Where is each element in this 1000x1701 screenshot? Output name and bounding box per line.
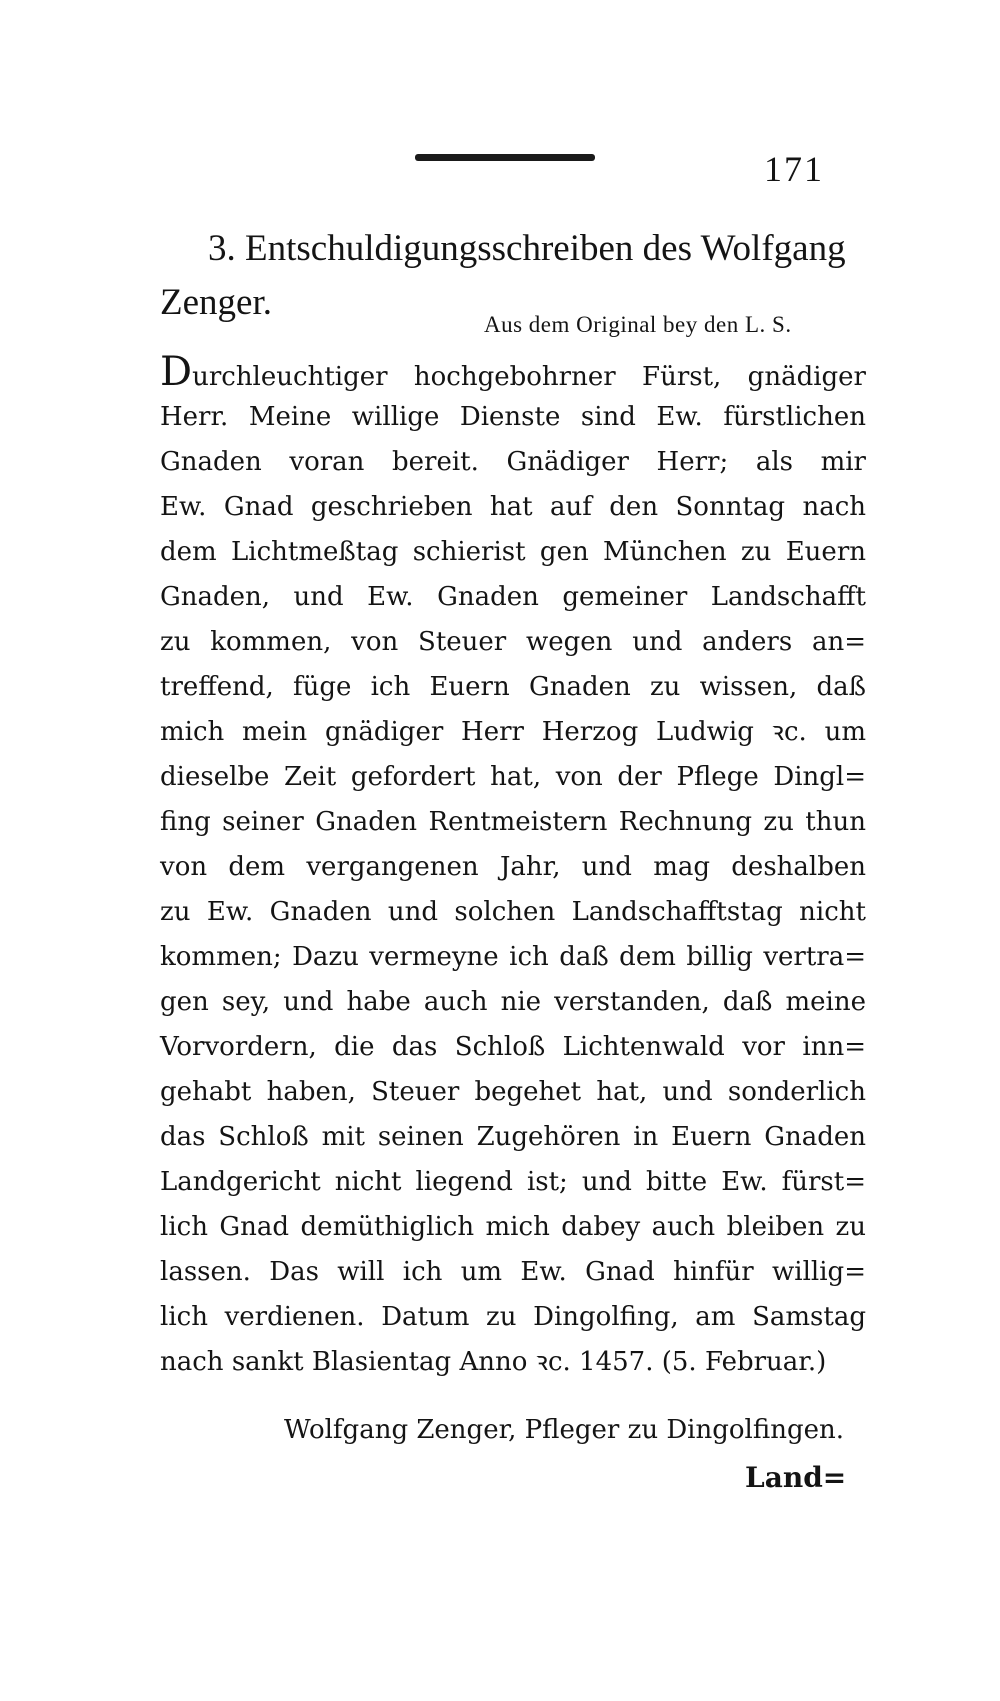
body-line: gehabt haben, Steuer begehet hat, und sonderlich — [160, 1077, 866, 1107]
page-number: 171 — [764, 149, 824, 189]
catchword: Land= — [745, 1461, 847, 1494]
body-line: Durchleuchtiger hochgebohrner Fürst, gnädiger — [160, 349, 866, 395]
section-heading-line-2: Zenger. — [160, 282, 272, 323]
letter-body — [160, 350, 866, 1385]
header-rule — [415, 154, 595, 161]
body-line: kommen; Dazu vermeyne ich daß dem billig vertra= — [160, 942, 866, 972]
body-line: Gnaden voran bereit. Gnädiger Herr; als mir — [160, 447, 866, 477]
body-line: mich mein gnädiger Herr Herzog Ludwig ꝛc. um — [160, 717, 866, 747]
body-line: nach sankt Blasientag Anno ꝛc. 1457. (5. Februar.) — [160, 1347, 827, 1377]
body-line: gen sey, und habe auch nie verstanden, daß meine — [160, 987, 866, 1017]
body-line: das Schloß mit seinen Zugehören in Euern Gnaden — [160, 1122, 866, 1152]
body-line: zu kommen, von Steuer wegen und anders an= — [160, 627, 866, 657]
body-line: Landgericht nicht liegend ist; und bitte Ew. fürst= — [160, 1167, 866, 1197]
source-note: Aus dem Original bey den L. S. — [484, 312, 792, 337]
signature-line: Wolfgang Zenger, Pfleger zu Dingolfingen. — [284, 1415, 844, 1445]
body-line: dieselbe Zeit gefordert hat, von der Pflege Dingl= — [160, 762, 866, 792]
body-line: lassen. Das will ich um Ew. Gnad hinfür willig= — [160, 1257, 866, 1287]
section-heading-line-1: 3. Entschuldigungsschreiben des Wolfgang — [208, 228, 846, 269]
body-line: Gnaden, und Ew. Gnaden gemeiner Landschafft — [160, 582, 866, 612]
body-line: treffend, füge ich Euern Gnaden zu wissen, daß — [160, 672, 866, 702]
body-line: fing seiner Gnaden Rentmeistern Rechnung zu thun — [160, 807, 866, 837]
body-line: zu Ew. Gnaden und solchen Landschafftstag nicht — [160, 897, 866, 927]
body-line: von dem vergangenen Jahr, und mag deshalben — [160, 852, 866, 882]
body-line: lich Gnad demüthiglich mich dabey auch bleiben zu — [160, 1212, 866, 1242]
body-line: dem Lichtmeßtag schierist gen München zu Euern — [160, 537, 866, 567]
body-line: lich verdienen. Datum zu Dingolfing, am Samstag — [160, 1302, 866, 1332]
body-line: Ew. Gnad geschrieben hat auf den Sonntag nach — [160, 492, 866, 522]
body-line: Vorvordern, die das Schloß Lichtenwald vor inn= — [160, 1032, 866, 1062]
body-line: Herr. Meine willige Dienste sind Ew. fürstlichen — [160, 402, 866, 432]
